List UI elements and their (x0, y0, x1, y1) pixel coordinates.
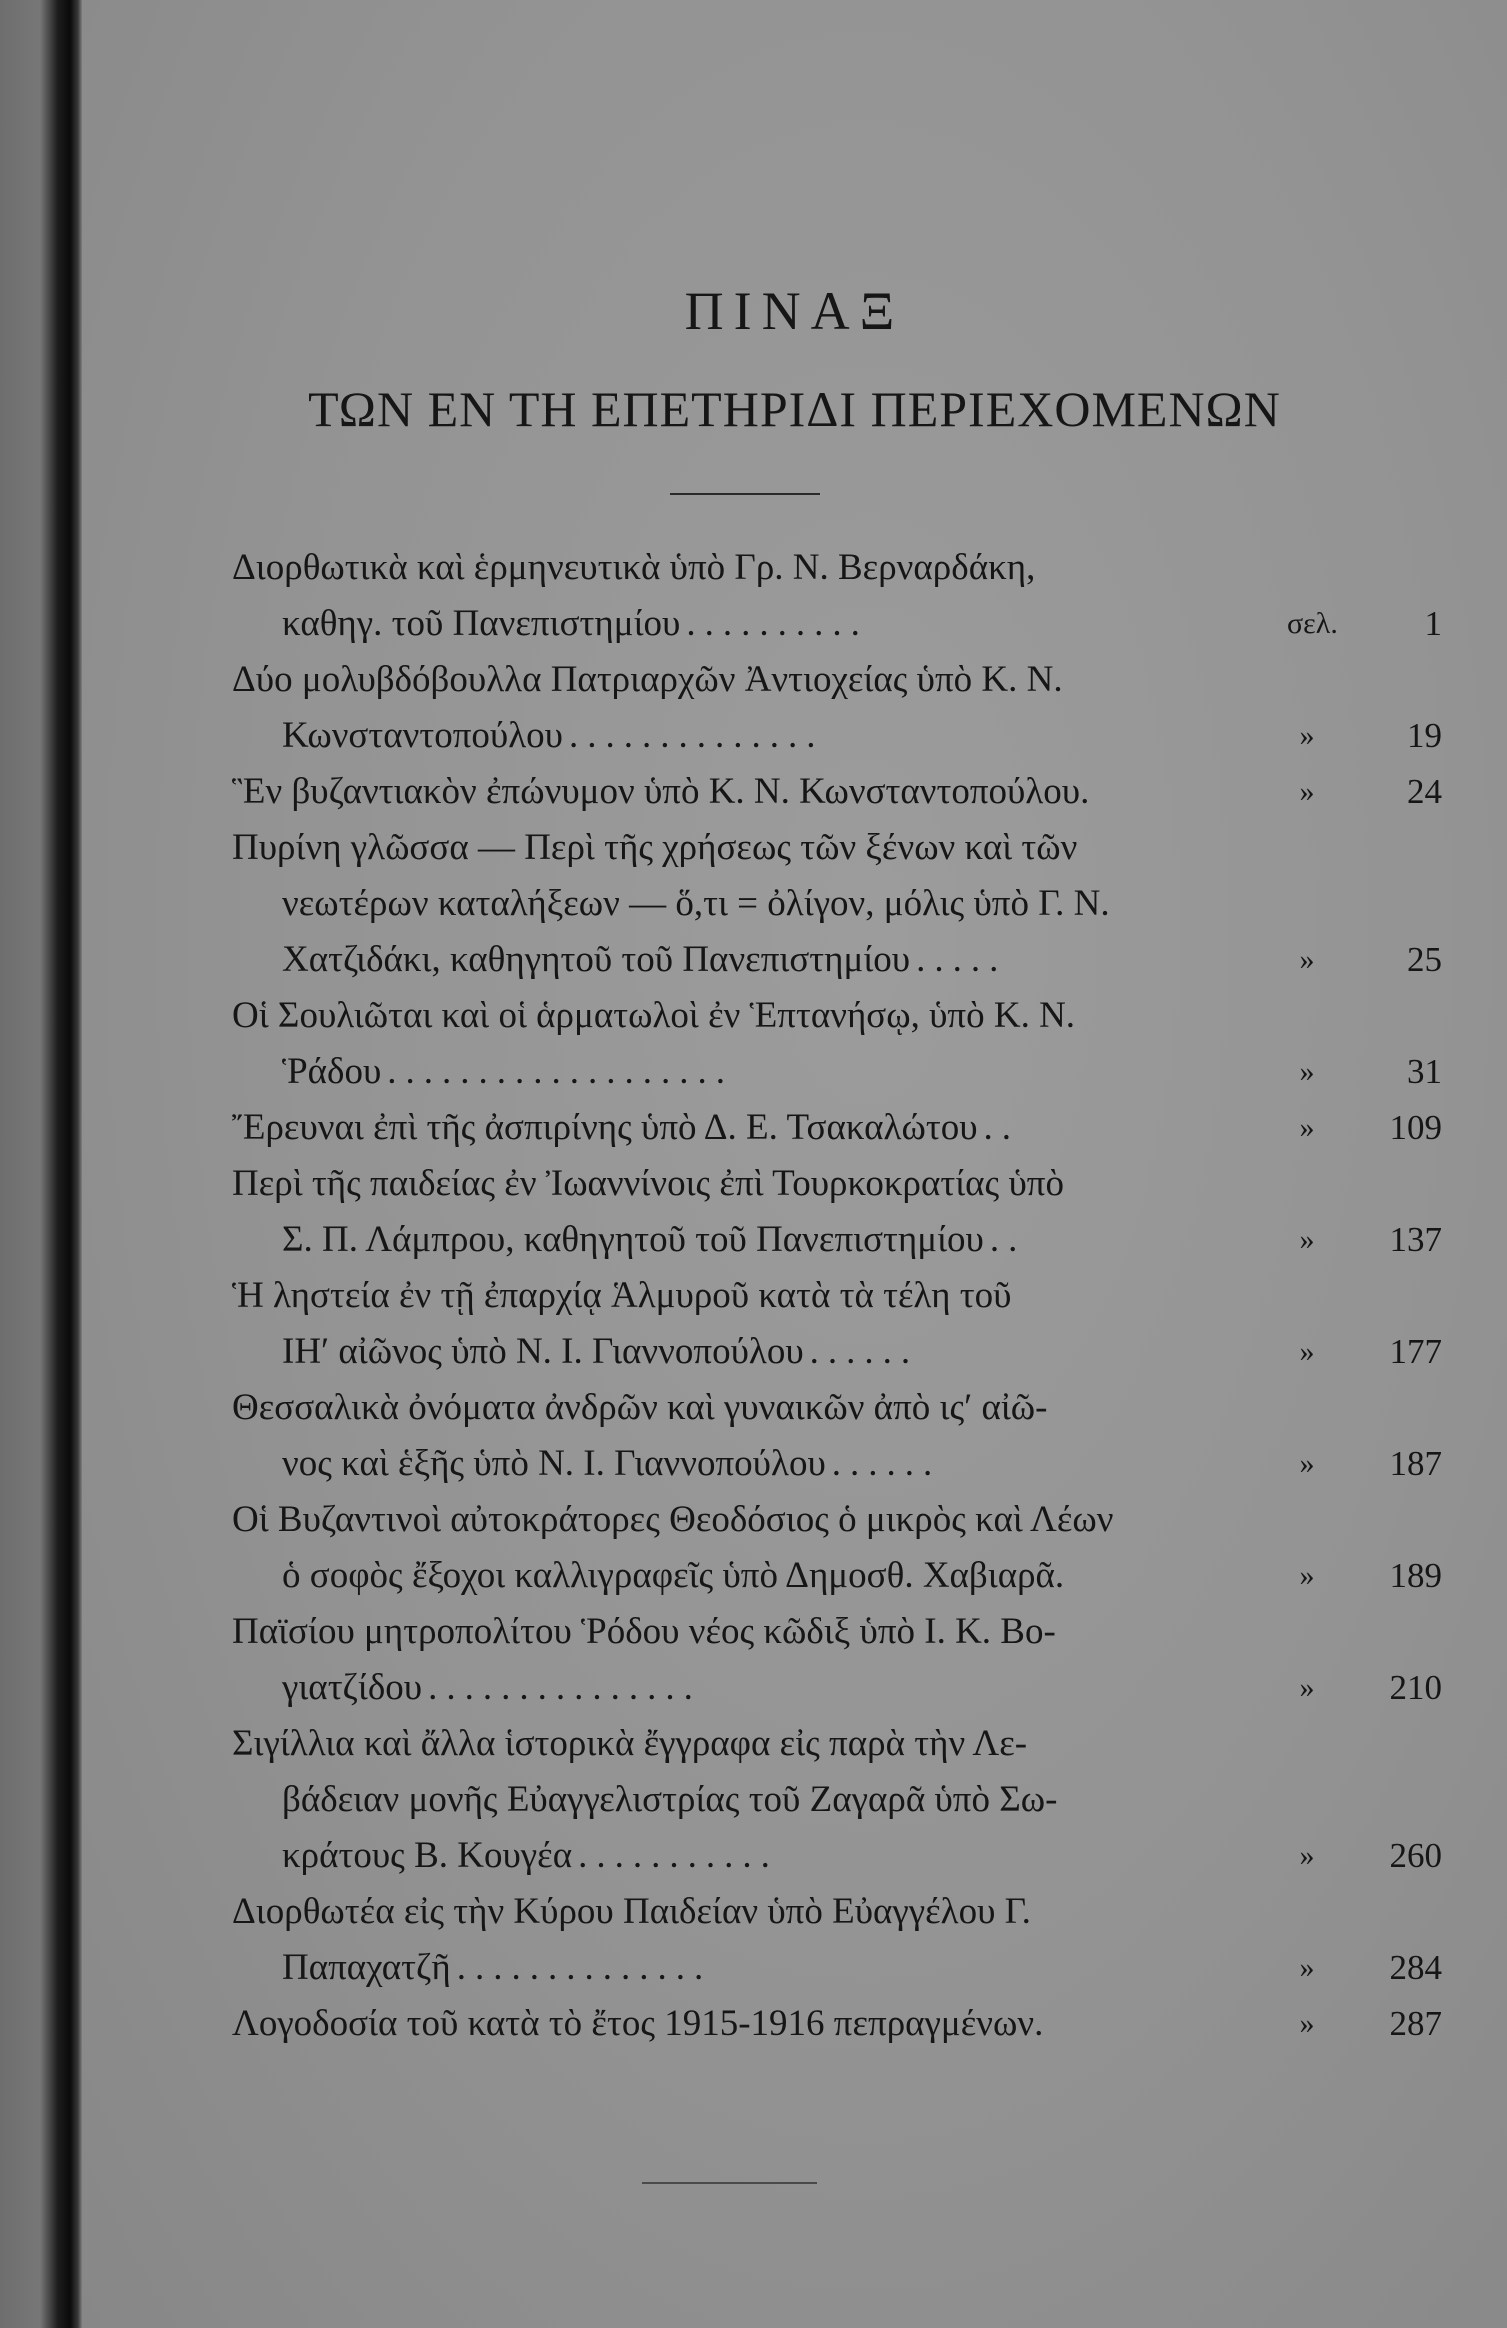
toc-entry-text: ΙΗ′ αἰῶνος ὑπὸ Ν. Ι. Γιαννοπούλου (282, 1331, 804, 1372)
toc-entry (232, 1380, 1452, 1492)
page-number: 189 (1389, 1556, 1442, 1595)
page-mark: » (1299, 943, 1315, 976)
dot-leader: .. (989, 1219, 1027, 1260)
page-number: 210 (1389, 1668, 1442, 1707)
toc-entry-text: Θεσσαλικὰ ὀνόματα ἀνδρῶν καὶ γυναικῶν ἀπὸ ις′ αἰῶ- (232, 1387, 1048, 1428)
page-mark: » (1299, 1447, 1315, 1480)
toc-entry-text: καθηγ. τοῦ Πανεπιστημίου (282, 603, 681, 644)
dot-leader: ...... (809, 1331, 920, 1372)
toc-entry-line (232, 1268, 1452, 1324)
dot-leader: .......... (686, 603, 869, 644)
toc-entry (232, 1492, 1452, 1604)
page-title: ΠΙΝΑΞ (684, 281, 905, 341)
page-mark: » (1299, 1055, 1315, 1088)
toc-entry-text: Διορθωτικὰ καὶ ἑρμηνευτικὰ ὑπὸ Γρ. Ν. Βερναρδάκη, (232, 547, 1036, 588)
page-number: 1 (1424, 604, 1442, 643)
toc-entry-line (232, 1492, 1452, 1548)
dot-leader: ................... (387, 1051, 735, 1092)
toc-entry-text: ὁ σοφὸς ἔξοχοι καλλιγραφεῖς ὑπὸ Δημοσθ. Χαβιαρᾶ. (282, 1555, 1065, 1596)
toc-entry-line (232, 1772, 1452, 1828)
toc-entry-line (232, 540, 1452, 596)
table-of-contents (232, 540, 1452, 2052)
page-mark: » (1299, 1951, 1315, 1984)
toc-entry-text: Λογοδοσία τοῦ κατὰ τὸ ἔτος 1915-1916 πεπραγμένων. (232, 2003, 1044, 2044)
toc-entry-text: Πυρίνη γλῶσσα — Περὶ τῆς χρήσεως τῶν ξένων καὶ τῶν (232, 827, 1078, 868)
toc-entry (232, 1604, 1452, 1716)
page-number: 19 (1407, 716, 1442, 755)
toc-entry (232, 1884, 1452, 1996)
toc-entry-text: Περὶ τῆς παιδείας ἐν Ἰωαννίνοις ἐπὶ Τουρκοκρατίας ὑπὸ (232, 1163, 1064, 1204)
page-number: 287 (1389, 2004, 1442, 2043)
toc-entry-text: νος καὶ ἑξῆς ὑπὸ Ν. Ι. Γιαννοπούλου (282, 1443, 826, 1484)
page-number: 137 (1389, 1220, 1442, 1259)
toc-entry-text: Ἡ ληστεία ἐν τῇ ἐπαρχίᾳ Ἁλμυροῦ κατὰ τὰ τέλη τοῦ (232, 1275, 1012, 1316)
toc-entry-text: Κωνσταντοπούλου (282, 715, 563, 756)
page-number: 31 (1407, 1052, 1442, 1091)
toc-entry-line (232, 1100, 1452, 1156)
dot-leader: ........... (578, 1835, 779, 1876)
page-mark: » (1299, 1671, 1315, 1704)
toc-entry-text: Παπαχατζῆ (282, 1947, 451, 1988)
toc-entry-text: Δύο μολυβδόβουλλα Πατριαρχῶν Ἀντιοχείας ὑπὸ Κ. Ν. (232, 659, 1063, 700)
page-number: 177 (1389, 1332, 1442, 1371)
toc-entry-text: κράτους Β. Κουγέα (282, 1835, 573, 1876)
toc-entry-line (232, 1548, 1452, 1604)
page-mark: » (1299, 1839, 1315, 1872)
toc-entry-line (232, 1212, 1452, 1268)
page-number: 25 (1407, 940, 1442, 979)
toc-entry-text: Ἔρευναι ἐπὶ τῆς ἀσπιρίνης ὑπὸ Δ. Ε. Τσακαλώτου (232, 1107, 978, 1148)
dot-leader: ...... (831, 1443, 942, 1484)
page-mark: » (1299, 1223, 1315, 1256)
book-spine-shadow (0, 0, 82, 2328)
toc-entry-line (232, 764, 1452, 820)
toc-entry-line (232, 708, 1452, 764)
page-number: 24 (1407, 772, 1442, 811)
page-subtitle: ΤΩΝ ΕΝ ΤΗ ΕΠΕΤΗΡΙΔΙ ΠΕΡΙΕΧΟΜΕΝΩΝ (308, 381, 1281, 437)
toc-entry (232, 1268, 1452, 1380)
book-page (82, 0, 1507, 2328)
page-number: 284 (1389, 1948, 1442, 1987)
page-mark: » (1299, 1111, 1315, 1144)
dot-leader: .............. (569, 715, 825, 756)
page-number: 109 (1389, 1108, 1442, 1147)
title-divider (670, 493, 820, 495)
toc-entry-text: Διορθωτέα εἰς τὴν Κύρου Παιδείαν ὑπὸ Εὐαγγέλου Γ. (232, 1891, 1031, 1932)
dot-leader: ............... (428, 1667, 702, 1708)
toc-entry-text: νεωτέρων καταλήξεων — ὅ,τι = ὀλίγον, μόλις ὑπὸ Γ. Ν. (282, 883, 1110, 924)
dot-leader: .............. (456, 1947, 713, 1988)
toc-entry (232, 540, 1452, 652)
toc-entry-line (232, 1380, 1452, 1436)
page-mark: » (1299, 719, 1315, 752)
toc-entry (232, 764, 1452, 820)
toc-entry-text: Ἓν βυζαντιακὸν ἐπώνυμον ὑπὸ Κ. Ν. Κωνσταντοπούλου. (232, 771, 1090, 812)
toc-entry-line (232, 876, 1452, 932)
page-number: 260 (1389, 1836, 1442, 1875)
toc-entry (232, 988, 1452, 1100)
toc-entry-line (232, 820, 1452, 876)
toc-entry-line (232, 1436, 1452, 1492)
page-mark: » (1299, 775, 1315, 808)
toc-entry (232, 1716, 1452, 1884)
toc-entry (232, 1996, 1452, 2052)
toc-entry-line (232, 1828, 1452, 1884)
toc-entry-text: βάδειαν μονῆς Εὐαγγελιστρίας τοῦ Ζαγαρᾶ ὑπὸ Σω- (282, 1779, 1058, 1820)
toc-entry-line (232, 1716, 1452, 1772)
toc-entry-line (232, 596, 1452, 652)
dot-leader: .. (983, 1107, 1021, 1148)
toc-entry-text: Σιγίλλια καὶ ἄλλα ἱστορικὰ ἔγγραφα εἰς παρὰ τὴν Λε- (232, 1723, 1028, 1764)
page-number: 187 (1389, 1444, 1442, 1483)
toc-entry-text: Χατζιδάκι, καθηγητοῦ τοῦ Πανεπιστημίου (282, 939, 911, 980)
toc-entry (232, 1100, 1452, 1156)
page-mark: » (1299, 2007, 1315, 2040)
toc-entry-text: Παϊσίου μητροπολίτου Ῥόδου νέος κῶδιξ ὑπὸ Ι. Κ. Βο- (232, 1611, 1056, 1652)
toc-entry-line (232, 1996, 1452, 2052)
page-mark: » (1299, 1335, 1315, 1368)
toc-entry-line (232, 1940, 1452, 1996)
toc-entry-text: Σ. Π. Λάμπρου, καθηγητοῦ τοῦ Πανεπιστημίου (282, 1219, 984, 1260)
toc-entry-line (232, 1660, 1452, 1716)
dot-leader: ..... (916, 939, 1008, 980)
toc-entry-line (232, 932, 1452, 988)
toc-entry-text: Ῥάδου (282, 1051, 382, 1092)
toc-entry-line (232, 988, 1452, 1044)
toc-entry-line (232, 652, 1452, 708)
toc-entry (232, 652, 1452, 764)
toc-entry-line (232, 1604, 1452, 1660)
toc-entry-line (232, 1324, 1452, 1380)
toc-entry-text: γιατζίδου (282, 1667, 423, 1708)
toc-entry-line (232, 1884, 1452, 1940)
toc-entry-line (232, 1044, 1452, 1100)
toc-entry (232, 1156, 1452, 1268)
toc-entry-text: Οἱ Σουλιῶται καὶ οἱ ἁρματωλοὶ ἐν Ἑπτανήσῳ, ὑπὸ Κ. Ν. (232, 995, 1076, 1036)
page-mark: σελ. (1287, 607, 1338, 640)
toc-entry-line (232, 1156, 1452, 1212)
toc-entry (232, 820, 1452, 988)
toc-entry-text: Οἱ Βυζαντινοὶ αὐτοκράτορες Θεοδόσιος ὁ μικρὸς καὶ Λέων (232, 1499, 1114, 1540)
closing-rule (642, 2182, 817, 2184)
page-mark: » (1299, 1559, 1315, 1592)
